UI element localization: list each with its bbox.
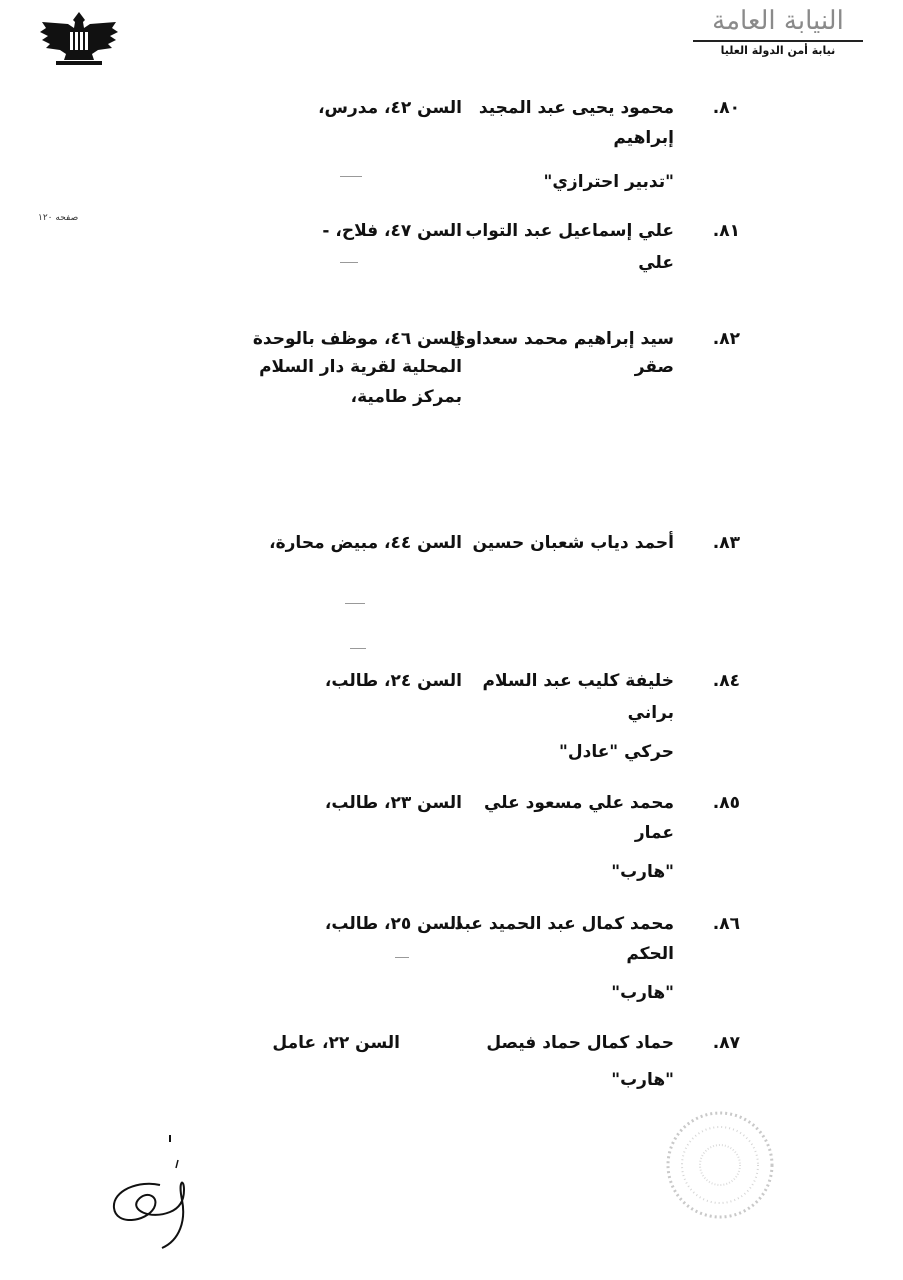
entry-name: علي إسماعيل عبد التواب [465,221,674,241]
entry-number: ٨٥. [712,793,740,813]
entry-age: السن ٢٣، طالب، [324,793,462,813]
margin-note: صفحه ١٢٠ [38,213,79,223]
entry-status: "هارب" [611,1070,674,1090]
letterhead [683,4,873,57]
official-stamp-icon [660,1105,780,1225]
entry-name: حماد كمال حماد فيصل [486,1033,674,1053]
entry-status: "هارب" [611,983,674,1003]
entry-name: محمد علي مسعود علي [483,793,674,813]
entry-number: ٨١. [712,221,740,241]
entry-age: السن ٤٤، مبيض محارة، [269,533,462,553]
entry-name: سيد إبراهيم محمد سعداوي [449,329,674,349]
scan-mark [395,957,409,958]
scan-mark [340,176,362,177]
entry-name-continued: الحكم [626,944,674,964]
list-item [0,1030,740,1060]
letterhead-rule [693,40,863,42]
list-item [0,790,740,850]
entry-name: محمود يحيى عبد المجيد [478,98,674,118]
entry-number: ٨٧. [712,1033,740,1053]
entry-occupation-detail: بمركز طامية، [350,387,462,407]
entry-age: السن ٢٢، عامل [272,1033,400,1053]
entry-number: ٨٤. [712,671,740,691]
entry-name: خليفة كليب عبد السلام [482,671,674,691]
scan-mark [340,262,358,263]
letterhead-subtitle: نيابة أمن الدولة العليا [720,44,836,57]
entry-name-continued: إبراهيم [613,128,674,148]
entry-name-continued: علي [638,253,674,273]
entry-number: ٨٢. [712,329,740,349]
entry-status: حركي "عادل" [558,742,674,762]
list-item [0,326,740,416]
letterhead-title: النيابة العامة [712,6,844,36]
entry-name: محمد كمال عبد الحميد عبد [454,914,674,934]
list-item [0,218,740,278]
entry-age: السن ٢٤، طالب، [324,671,462,691]
entry-name: أحمد دياب شعبان حسين [472,533,674,553]
scan-mark [345,603,365,604]
entry-age: السن ٢٥، طالب، [324,914,462,934]
entry-occupation-detail: المحلية لقرية دار السلام [259,357,462,377]
entry-age: السن ٤٢، مدرس، [318,98,462,118]
entry-number: ٨٣. [712,533,740,553]
entry-name-continued: صقر [634,357,674,377]
entry-age: السن ٤٧، فلاح، - [322,221,462,241]
list-item [0,530,740,560]
entry-status: "تدبير احترازي" [543,172,674,192]
entry-name-continued: عمار [634,823,674,843]
list-item [0,911,740,971]
signature-icon [100,1130,210,1260]
entry-status: "هارب" [611,862,674,882]
entry-name-continued: براني [627,703,674,723]
entry-number: ٨٠. [712,98,740,118]
entry-age: السن ٤٦، موظف بالوحدة [252,329,462,349]
eagle-emblem-icon [38,8,120,66]
list-item [0,668,740,728]
entry-number: ٨٦. [712,914,740,934]
scan-mark [350,648,366,649]
